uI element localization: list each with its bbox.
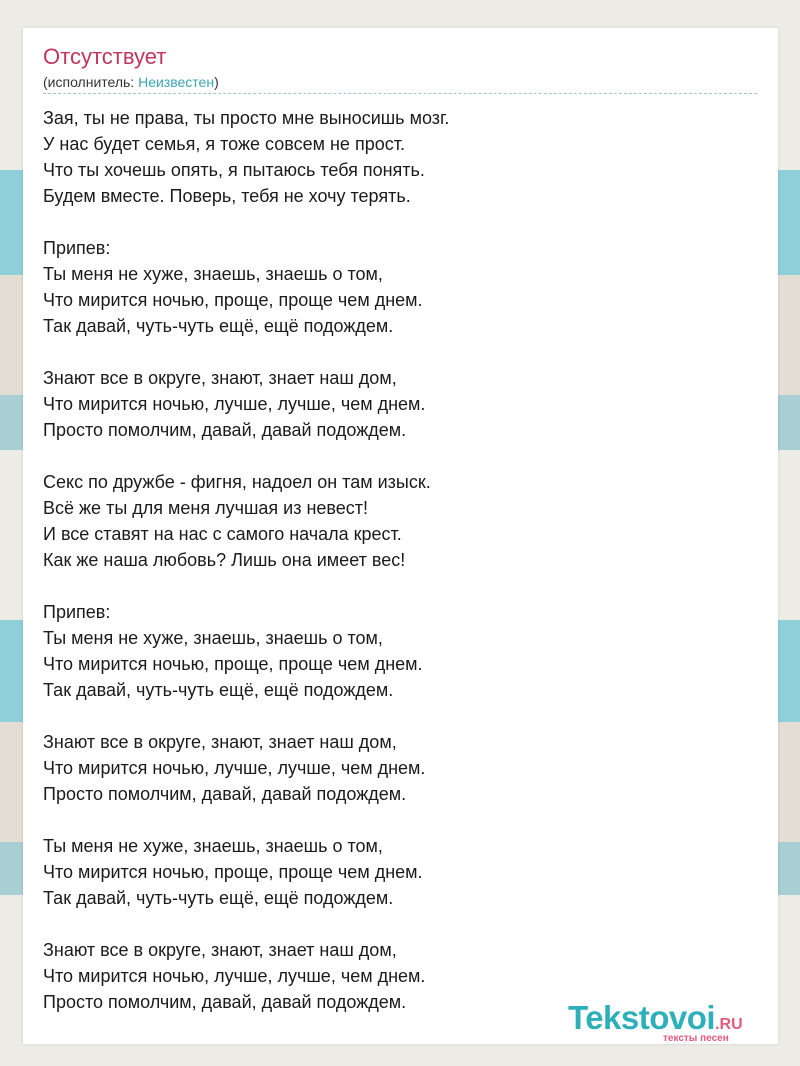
lyric-line: Припев: xyxy=(43,602,111,622)
stanza-gap xyxy=(43,573,757,599)
logo-tld: .RU xyxy=(715,1016,743,1033)
lyric-line: Ты меня не хуже, знаешь, знаешь о том, xyxy=(43,264,383,284)
lyrics-card xyxy=(23,28,778,1044)
artist-link[interactable]: Неизвестен xyxy=(138,74,215,90)
lyric-line: Просто помолчим, давай, давай подождем. xyxy=(43,784,407,804)
lyric-line: Просто помолчим, давай, давай подождем. xyxy=(43,992,407,1012)
lyric-line: Так давай, чуть-чуть ещё, ещё подождем. xyxy=(43,680,394,700)
logo-tagline: тексты песен xyxy=(663,1033,729,1044)
lyric-line: Ты меня не хуже, знаешь, знаешь о том, xyxy=(43,628,383,648)
lyric-line: Знают все в округе, знают, знает наш дом, xyxy=(43,368,397,388)
lyric-line: Секс по дружбе - фигня, надоел он там изыск. xyxy=(43,472,431,492)
logo-name: Tekstovoi xyxy=(568,999,716,1036)
lyric-line: И все ставят на нас с самого начала крест. xyxy=(43,524,402,544)
lyric-line: Так давай, чуть-чуть ещё, ещё подождем. xyxy=(43,888,394,908)
title-divider xyxy=(43,93,757,94)
stanza-gap xyxy=(43,911,757,937)
artist-suffix: ) xyxy=(214,74,219,90)
lyric-line: У нас будет семья, я тоже совсем не прост. xyxy=(43,134,405,154)
stanza-gap xyxy=(43,339,757,365)
stanza-gap xyxy=(43,807,757,833)
lyric-line: Зая, ты не права, ты просто мне выносишь мозг. xyxy=(43,108,450,128)
lyric-line: Что мирится ночью, проще, проще чем днем. xyxy=(43,654,423,674)
lyric-line: Припев: xyxy=(43,238,111,258)
stanza-gap xyxy=(43,443,757,469)
lyric-line: Будем вместе. Поверь, тебя не хочу терять. xyxy=(43,186,411,206)
lyric-line: Знают все в округе, знают, знает наш дом, xyxy=(43,732,397,752)
artist-line xyxy=(43,73,219,91)
stanza-gap xyxy=(43,209,757,235)
lyric-line: Что ты хочешь опять, я пытаюсь тебя понять. xyxy=(43,160,425,180)
lyric-line: Что мирится ночью, лучше, лучше, чем днем. xyxy=(43,758,426,778)
lyric-line: Всё же ты для меня лучшая из невест! xyxy=(43,498,369,518)
lyric-line: Что мирится ночью, лучше, лучше, чем днем. xyxy=(43,394,426,414)
lyric-line: Ты меня не хуже, знаешь, знаешь о том, xyxy=(43,836,383,856)
artist-prefix: (исполнитель: xyxy=(43,74,139,90)
lyric-line: Как же наша любовь? Лишь она имеет вес! xyxy=(43,550,406,570)
song-title: Отсутствует xyxy=(43,44,167,69)
site-logo[interactable] xyxy=(568,1000,783,1044)
lyric-line: Так давай, чуть-чуть ещё, ещё подождем. xyxy=(43,316,394,336)
lyric-line: Что мирится ночью, проще, проще чем днем. xyxy=(43,290,423,310)
lyric-line: Знают все в округе, знают, знает наш дом, xyxy=(43,940,397,960)
lyric-line: Что мирится ночью, проще, проще чем днем. xyxy=(43,862,423,882)
stanza-gap xyxy=(43,703,757,729)
lyrics-body xyxy=(43,105,757,1015)
lyric-line: Что мирится ночью, лучше, лучше, чем днем. xyxy=(43,966,426,986)
lyric-line: Просто помолчим, давай, давай подождем. xyxy=(43,420,407,440)
